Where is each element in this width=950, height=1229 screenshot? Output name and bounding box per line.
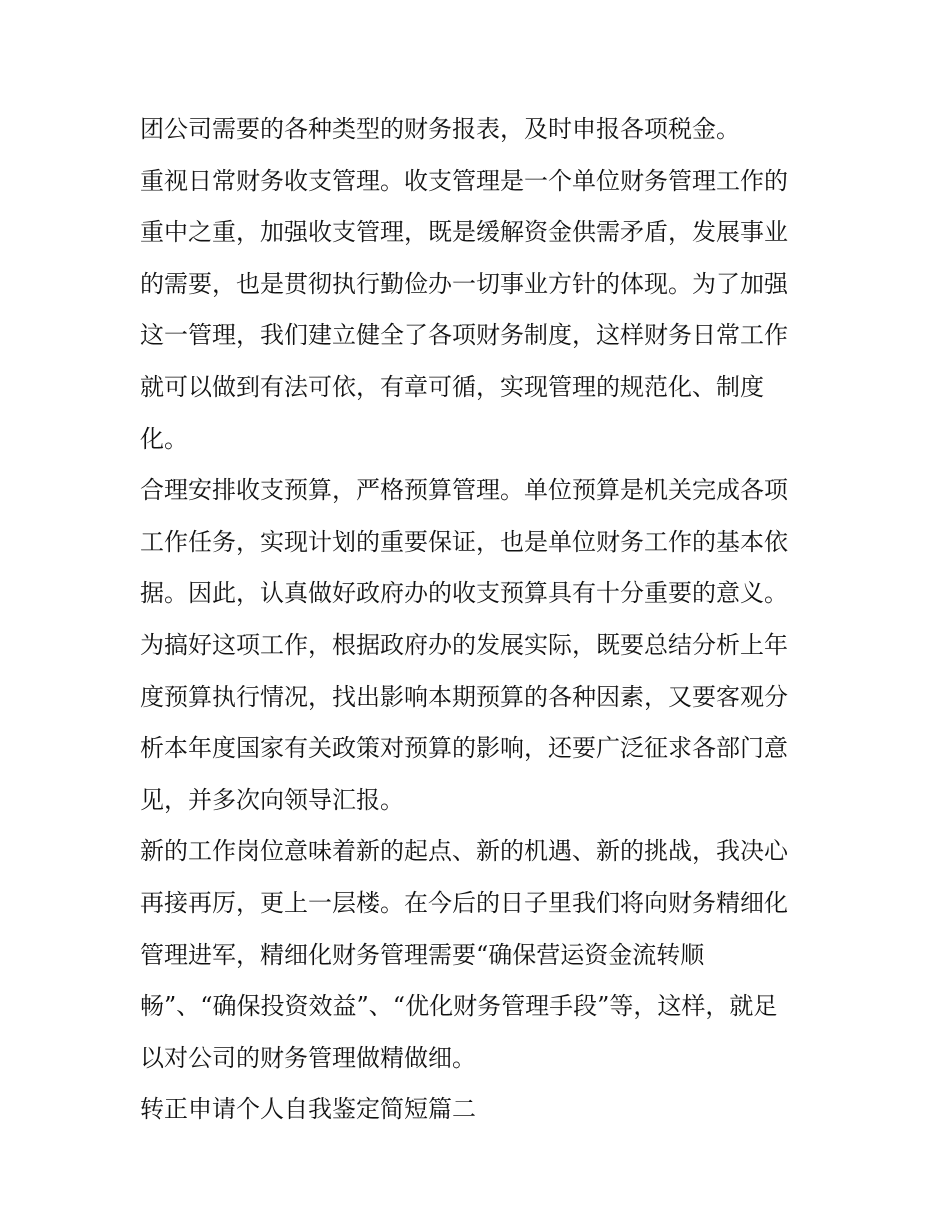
text-line: 见，并多次向领导汇报。 bbox=[140, 785, 404, 814]
text-line: 以对公司的财务管理做精做细。 bbox=[140, 1043, 476, 1072]
text-line: 合理安排收支预算，严格预算管理。单位预算是机关完成各项 bbox=[140, 476, 788, 505]
document-body bbox=[140, 104, 820, 1136]
text-line: 工作任务，实现计划的重要保证，也是单位财务工作的基本依 bbox=[140, 527, 788, 556]
text-line: 再接再厉，更上一层楼。在今后的日子里我们将向财务精细化 bbox=[140, 888, 788, 917]
text-line: 的需要，也是贯彻执行勤俭办一切事业方针的体现。为了加强 bbox=[140, 269, 788, 298]
text-line: 这一管理，我们建立健全了各项财务制度，这样财务日常工作 bbox=[140, 321, 788, 350]
text-line: 据。因此，认真做好政府办的收支预算具有十分重要的意义。 bbox=[140, 579, 788, 608]
text-line: 管理进军，精细化财务管理需要“确保营运资金流转顺 bbox=[140, 940, 705, 969]
text-line: 就可以做到有法可依，有章可循，实现管理的规范化、制度 bbox=[140, 372, 764, 401]
text-line: 度预算执行情况，找出影响本期预算的各种因素，又要客观分 bbox=[140, 682, 788, 711]
text-line: 重视日常财务收支管理。收支管理是一个单位财务管理工作的 bbox=[140, 166, 788, 195]
text-line: 重中之重，加强收支管理，既是缓解资金供需矛盾，发展事业 bbox=[140, 218, 788, 247]
text-line: 畅”、“确保投资效益”、“优化财务管理手段”等，这样，就足 bbox=[140, 992, 778, 1021]
text-line: 为搞好这项工作，根据政府办的发展实际，既要总结分析上年 bbox=[140, 630, 788, 659]
text-line: 新的工作岗位意味着新的起点、新的机遇、新的挑战，我决心 bbox=[140, 837, 788, 866]
text-line: 化。 bbox=[140, 424, 188, 453]
section-heading: 转正申请个人自我鉴定简短篇二 bbox=[140, 1095, 476, 1124]
text-line: 析本年度国家有关政策对预算的影响，还要广泛征求各部门意 bbox=[140, 734, 788, 763]
text-line: 团公司需要的各种类型的财务报表，及时申报各项税金。 bbox=[140, 115, 740, 143]
